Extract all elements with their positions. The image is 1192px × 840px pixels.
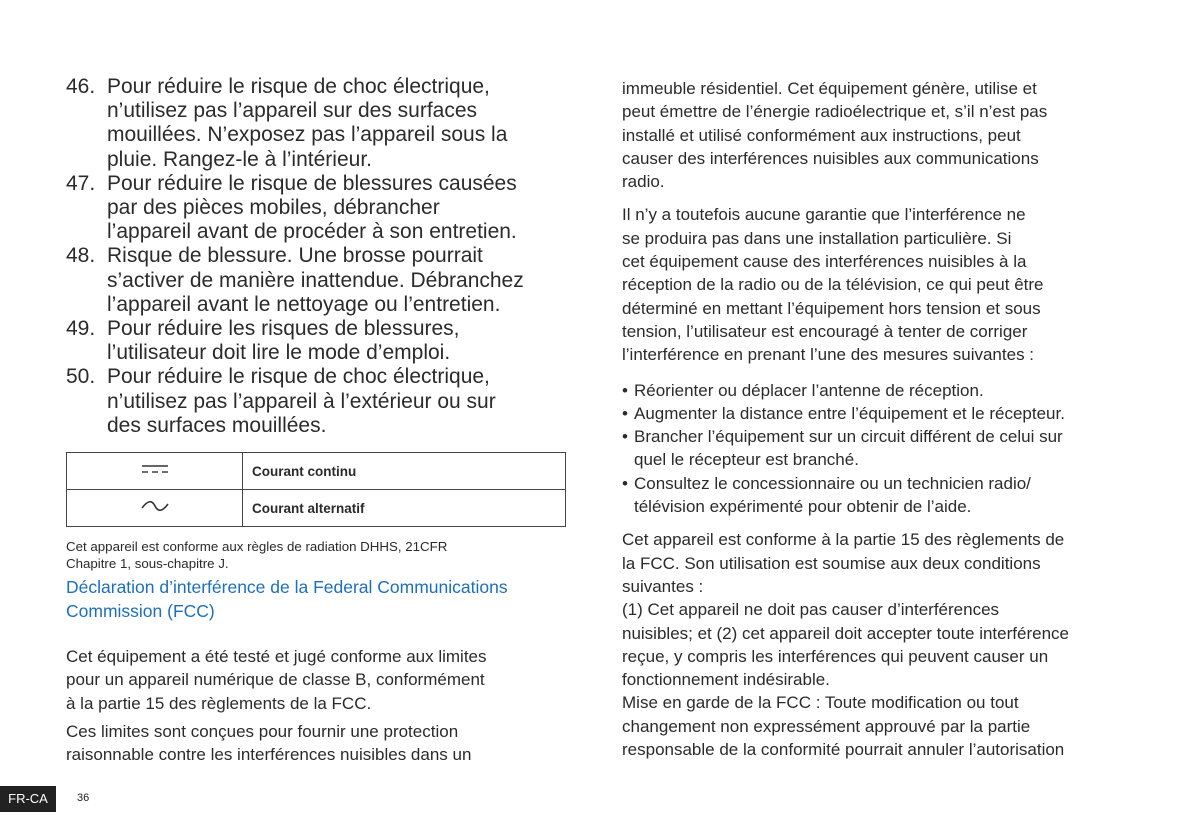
- direct-current-icon: [67, 453, 243, 490]
- text-line: responsable de la conformité pourrait annuler l’autorisation: [622, 740, 1065, 760]
- text-line: (1) Cet appareil ne doit pas causer d’interférences: [622, 600, 1000, 620]
- text-line: suivantes :: [622, 576, 704, 596]
- text-line: immeuble résidentiel. Cet équipement génère, utilise et: [622, 79, 1037, 98]
- paragraph: [66, 720, 568, 767]
- list-item: [622, 472, 1132, 519]
- item-line: l’appareil avant de procéder à son entretien.: [107, 220, 517, 244]
- dhhs-compliance-note: [66, 538, 568, 572]
- item-line: Pour réduire le risque de choc électrique,: [107, 365, 490, 389]
- text-line: changement non expressément approuvé par la partie: [622, 716, 1031, 736]
- left-column: [66, 75, 568, 767]
- text-line: Il n’y a toutefois aucune garantie que l’interférence ne: [622, 205, 1026, 225]
- text-line: Cet équipement a été testé et jugé conforme aux limites: [66, 647, 487, 667]
- list-item: [66, 244, 568, 317]
- interference-measures-list: [622, 379, 1132, 519]
- text-line: Augmenter la distance entre l’équipement et le récepteur.: [634, 403, 1065, 423]
- list-item: [66, 75, 568, 172]
- safety-instructions-list: [66, 75, 568, 438]
- text-line: Cet appareil est conforme à la partie 15 des règlements de: [622, 530, 1065, 550]
- fcc-heading: [66, 575, 568, 623]
- list-item: [622, 379, 1132, 402]
- list-item: [622, 402, 1132, 425]
- text-line: Ces limites sont conçues pour fournir une protection: [66, 721, 459, 741]
- text-line: à la partie 15 des règlements de la FCC.: [66, 693, 372, 713]
- text-line: nuisibles; et (2) cet appareil doit accepter toute interférence: [622, 623, 1069, 643]
- text-line: installé et utilisé conformément aux instructions, peut: [622, 125, 1021, 145]
- bullet-icon: •: [622, 403, 628, 423]
- item-line: Pour réduire le risque de blessures causées: [107, 171, 517, 195]
- text-line: télévision expérimenté pour obtenir de l’aide.: [634, 497, 972, 517]
- item-line: des surfaces mouillées.: [107, 413, 327, 437]
- list-item: [66, 365, 568, 438]
- text-line: déterminé en mettant l’équipement hors tension et sous: [622, 298, 1041, 318]
- item-line: n’utilisez pas l’appareil à l’extérieur ou sur: [107, 389, 496, 413]
- text-line: causer des interférences nuisibles aux communications: [622, 148, 1039, 168]
- item-line: mouillées. N’exposez pas l’appareil sous la: [107, 123, 508, 147]
- text-line: Consultez le concessionnaire ou un technicien radio/: [634, 473, 1031, 493]
- paragraph: [622, 528, 1132, 761]
- text-line: l’interférence en prenant l’une des mesures suivantes :: [622, 345, 1035, 365]
- right-column: [622, 77, 1132, 761]
- text-line: réception de la radio ou de la télévision, ce qui peut être: [622, 275, 1044, 295]
- text-line: radio.: [622, 172, 665, 192]
- page-number: 36: [77, 792, 90, 804]
- heading-line: Commission (FCC): [66, 601, 215, 622]
- text-line: reçue, y compris les interférences qui peuvent causer un: [622, 646, 1049, 666]
- item-line: par des pièces mobiles, débrancher: [107, 196, 440, 220]
- paragraph: [66, 645, 568, 715]
- text-line: Réorienter ou déplacer l’antenne de réception.: [634, 380, 984, 400]
- text-line: se produira pas dans une installation particulière. Si: [622, 228, 1012, 248]
- text-line: Chapitre 1, sous-chapitre J.: [66, 556, 229, 572]
- list-item: [66, 172, 568, 245]
- heading-line: Déclaration d’interférence de la Federal Communications: [66, 577, 508, 598]
- bullet-icon: •: [622, 380, 628, 400]
- symbol-label: Courant alternatif: [243, 490, 566, 527]
- text-line: Cet appareil est conforme aux règles de radiation DHHS, 21CFR: [66, 539, 448, 555]
- item-number: 49.: [66, 317, 96, 341]
- text-line: Mise en garde de la FCC : Toute modification ou tout: [622, 693, 1019, 713]
- item-line: l’appareil avant le nettoyage ou l’entretien.: [107, 292, 501, 316]
- item-line: n’utilisez pas l’appareil sur des surfaces: [107, 99, 478, 123]
- item-line: pluie. Rangez-le à l’intérieur.: [107, 147, 372, 171]
- list-item: [622, 425, 1132, 472]
- item-line: Pour réduire les risques de blessures,: [107, 317, 460, 341]
- text-line: fonctionnement indésirable.: [622, 670, 830, 690]
- text-line: tension, l’utilisateur est encouragé à tenter de corriger: [622, 321, 1028, 341]
- alternating-current-icon: [67, 490, 243, 527]
- list-item: [66, 317, 568, 365]
- paragraph: [622, 77, 1132, 193]
- text-line: quel le récepteur est branché.: [634, 450, 859, 470]
- item-line: s’activer de manière inattendue. Débranchez: [107, 268, 524, 292]
- text-line: Brancher l’équipement sur un circuit différent de celui sur: [634, 427, 1063, 447]
- item-line: Risque de blessure. Une brosse pourrait: [107, 244, 483, 268]
- item-line: l’utilisateur doit lire le mode d’emploi.: [107, 341, 451, 365]
- item-number: 46.: [66, 75, 96, 98]
- table-row: [67, 453, 566, 490]
- bullet-icon: •: [622, 473, 628, 493]
- text-line: raisonnable contre les interférences nuisibles dans un: [66, 745, 472, 765]
- paragraph: [622, 203, 1132, 366]
- electrical-symbols-table: [66, 452, 566, 527]
- item-number: 50.: [66, 365, 96, 389]
- table-row: [67, 490, 566, 527]
- item-number: 48.: [66, 244, 96, 268]
- text-line: la FCC. Son utilisation est soumise aux deux conditions: [622, 553, 1041, 573]
- text-line: pour un appareil numérique de classe B, conformément: [66, 670, 485, 690]
- text-line: cet équipement cause des interférences nuisibles à la: [622, 252, 1027, 272]
- symbol-label: Courant continu: [243, 453, 566, 490]
- locale-tag: FR-CA: [0, 786, 56, 812]
- item-number: 47.: [66, 171, 96, 195]
- bullet-icon: •: [622, 427, 628, 447]
- item-line: Pour réduire le risque de choc électrique,: [107, 75, 490, 98]
- text-line: peut émettre de l’énergie radioélectrique et, s’il n’est pas: [622, 102, 1048, 122]
